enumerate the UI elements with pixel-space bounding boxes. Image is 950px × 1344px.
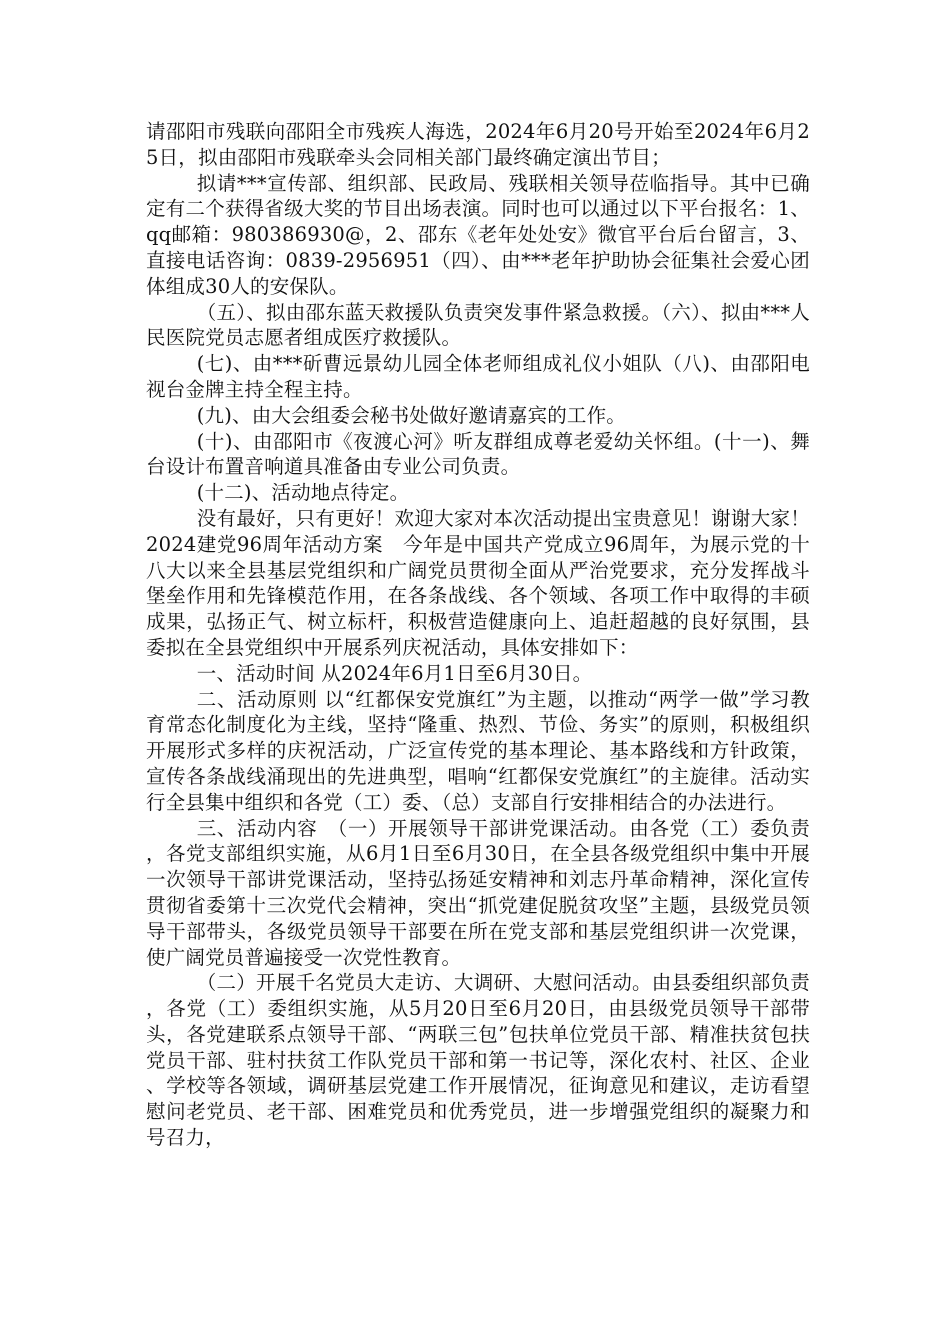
- paragraph-10: 二、活动原则 以“红都保安党旗红”为主题，以推动“两学一做”学习教育常态化制度化为主线，坚持“隆重、热烈、节俭、务实”的原则，积极组织开展形式多样的庆祝活动，广泛宣传党的基本理论、基本路线和方针政策，宣传各条战线涌现出的先进典型，唱响“红都保安党旗红”的主旋律。活动实行全县集中组织和各党（工）委、（总）支部自行安排相结合的办法进行。: [146, 687, 810, 814]
- paragraph-8: 没有最好，只有更好！欢迎大家对本次活动提出宝贵意见！谢谢大家！ 2024建党96周年活动方案 今年是中国共产党成立96周年，为展示党的十八大以来全县基层党组织和广阔党员贯彻全面从严治党要求，充分发挥战斗堡垒作用和先锋模范作用，在各条战线、各个领域、各项工作中取得的丰硕成果，弘扬正气、树立标杆，积极营造健康向上、追赶超越的良好氛围，县委拟在全县党组织中开展系列庆祝活动，具体安排如下：: [146, 506, 850, 659]
- paragraph-6: (十)、由邵阳市《夜渡心河》听友群组成尊老爱幼关怀组。(十一)、舞台设计布置音响道具准备由专业公司负责。: [146, 429, 810, 479]
- paragraph-12: （二）开展千名党员大走访、大调研、大慰问活动。由县委组织部负责，各党（工）委组织实施，从5月20日至6月20日，由县级党员领导干部带头，各党建联系点领导干部、“两联三包”包扶单位党员干部、精准扶贫包扶党员干部、驻村扶贫工作队党员干部和第一书记等，深化农村、社区、企业、学校等各领域，调研基层党建工作开展情况，征询意见和建议，走访看望慰问老党员、老干部、困难党员和优秀党员，进一步增强党组织的凝聚力和号召力，: [146, 971, 810, 1150]
- document-body: [146, 119, 850, 1151]
- paragraph-1: 请邵阳市残联向邵阳全市残疾人海选，2024年6月20号开始至2024年6月25日，拟由邵阳市残联牵头会同相关部门最终确定演出节目；: [146, 120, 810, 169]
- paragraph-2: 拟请***宣传部、组织部、民政局、残联相关领导莅临指导。其中已确定有二个获得省级大奖的节目出场表演。同时也可以通过以下平台报名：1、qq邮箱：980386930@，2、邵东《老年处处安》微官平台后台留言，3、直接电话咨询：0839-2956951（四）、由***老年护助协会征集社会爱心团体组成30人的安保队。: [146, 171, 810, 298]
- paragraph-4: (七)、由***斫曹远景幼儿园全体老师组成礼仪小姐队（八)、由邵阳电视台金牌主持全程主持。: [146, 352, 810, 401]
- paragraph-7: (十二)、活动地点待定。: [196, 481, 410, 505]
- paragraph-5: (九)、由大会组委会秘书处做好邀请嘉宾的工作。: [196, 403, 627, 427]
- paragraph-3: （五）、拟由邵东蓝天救援队负责突发事件紧急救援。（六）、拟由***人民医院党员志愿者组成医疗救援队。: [146, 300, 810, 350]
- paragraph-11: 三、活动内容 （一）开展领导干部讲党课活动。由各党（工）委负责，各党支部组织实施，从6月1日至6月30日，在全县各级党组织中集中开展一次领导干部讲党课活动，坚持弘扬延安精神和刘志丹革命精神，深化宣传贯彻省委第十三次党代会精神，突出“抓党建促脱贫攻坚”主题，县级党员领导干部带头，各级党员领导干部要在所在党支部和基层党组织讲一次党课，使广阔党员普遍接受一次党性教育。: [146, 816, 810, 969]
- paragraph-9: 一、活动时间 从2024年6月1日至6月30日。: [196, 661, 593, 685]
